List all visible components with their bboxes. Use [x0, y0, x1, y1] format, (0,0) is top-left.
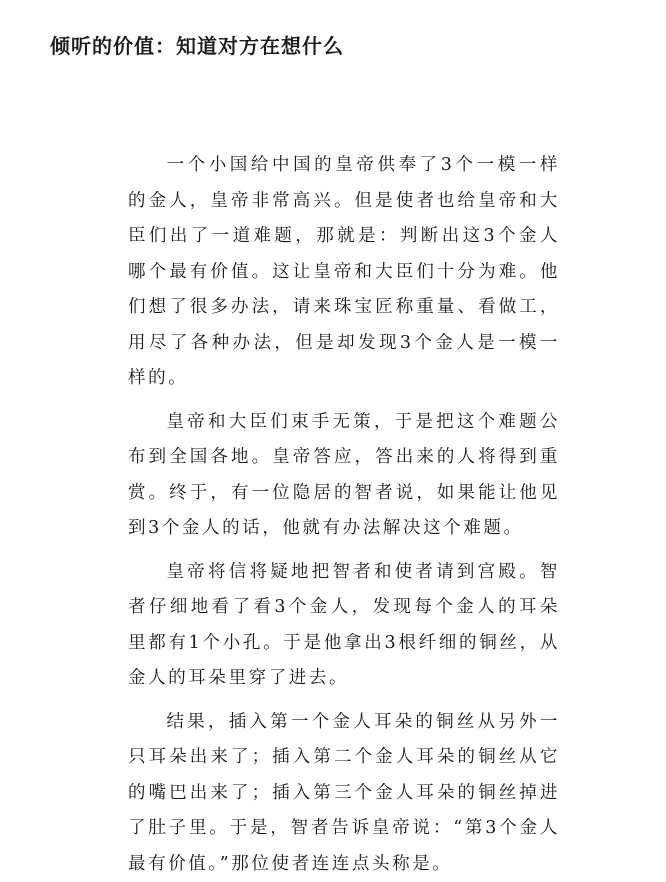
article-body: [128, 148, 560, 882]
paragraph-4: 结果，插入第一个金人耳朵的铜丝从另外一只耳朵出来了；插入第二个金人耳朵的铜丝从它的嘴巴出来了；插入第三个金人耳朵的铜丝掉进了肚子里。于是，智者告诉皇帝说：“第3个金人最有价值。”那位使者连连点头称是。: [128, 705, 560, 882]
page-title: 倾听的价值：知道对方在想什么: [50, 30, 344, 59]
paragraph-1: 一个小国给中国的皇帝供奉了3个一模一样的金人，皇帝非常高兴。但是使者也给皇帝和大臣们出了一道难题，那就是：判断出这3个金人哪个最有价值。这让皇帝和大臣们十分为难。他们想了很多办法，请来珠宝匠称重量、看做工，用尽了各种办法，但是却发现3个金人是一模一样的。: [128, 148, 560, 397]
paragraph-3: 皇帝将信将疑地把智者和使者请到宫殿。智者仔细地看了看3个金人，发现每个金人的耳朵里都有1个小孔。于是他拿出3根纤细的铜丝，从金人的耳朵里穿了进去。: [128, 555, 560, 697]
paragraph-2: 皇帝和大臣们束手无策，于是把这个难题公布到全国各地。皇帝答应，答出来的人将得到重赏。终于，有一位隐居的智者说，如果能让他见到3个金人的话，他就有办法解决这个难题。: [128, 405, 560, 547]
